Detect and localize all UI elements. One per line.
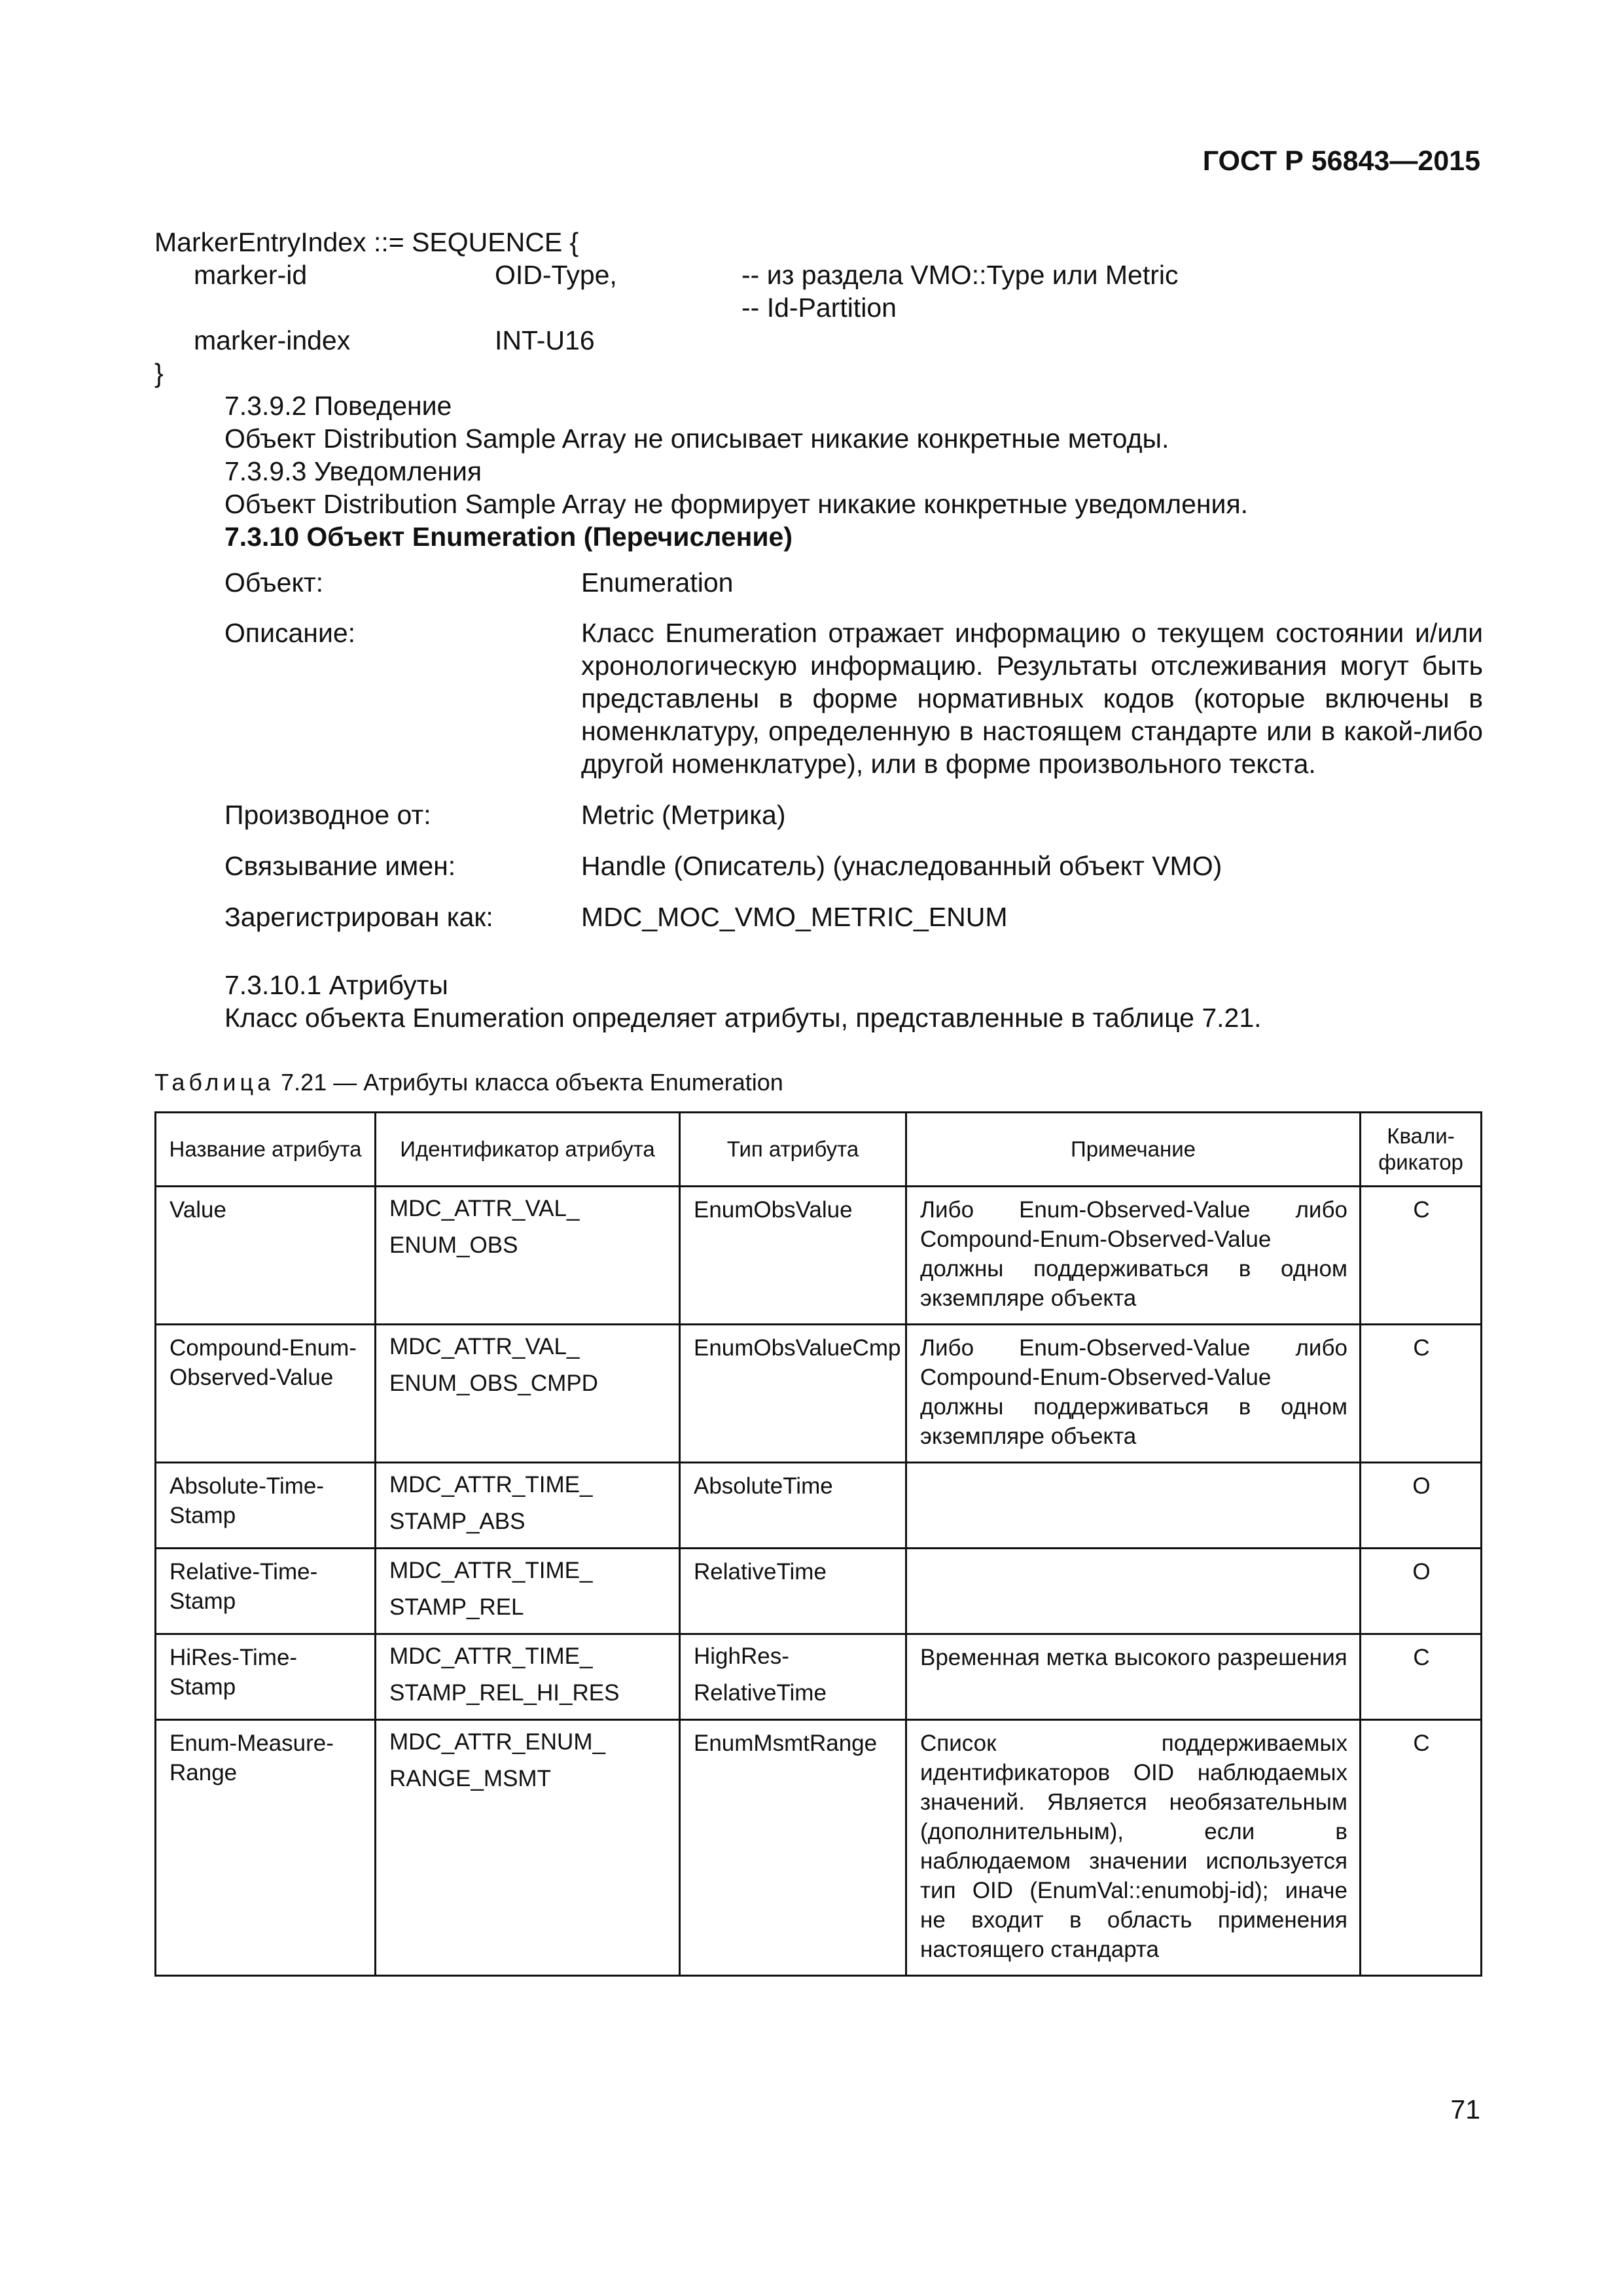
asn1-field-marker-id: marker-id	[194, 260, 308, 290]
section-7392-title: 7.3.9.2 Поведение	[224, 391, 452, 421]
table-row	[156, 1549, 1482, 1634]
cell-qualifier: C	[1361, 1325, 1482, 1463]
cell-note	[906, 1463, 1361, 1549]
asn1-type-marker-id: OID-Type,	[495, 260, 617, 290]
cell-attribute-id-line1: MDC_ATTR_TIME_	[389, 1643, 593, 1669]
asn1-comment-line2: -- Id-Partition	[741, 293, 897, 323]
cell-attribute-name: Absolute-Time-Stamp	[156, 1463, 376, 1549]
object-label: Объект:	[224, 567, 324, 598]
derived-value: Metric (Метрика)	[581, 800, 786, 830]
cell-attribute-id-line1: MDC_ATTR_TIME_	[389, 1558, 593, 1583]
cell-attribute-type: EnumObsValueCmp	[680, 1325, 906, 1463]
cell-attribute-id-line2: STAMP_REL	[389, 1594, 524, 1620]
cell-qualifier: C	[1361, 1720, 1482, 1976]
section-7392-text: Объект Distribution Sample Array не описывает никакие конкретные методы.	[224, 423, 1169, 454]
cell-attribute-id	[376, 1634, 680, 1720]
table-caption-prefix: Таблица	[154, 1069, 275, 1096]
cell-attribute-id-line2: STAMP_ABS	[389, 1509, 526, 1534]
cell-attribute-type: AbsoluteTime	[680, 1463, 906, 1549]
cell-attribute-name: Compound-Enum-Observed-Value	[156, 1325, 376, 1463]
derived-label: Производное от:	[224, 800, 431, 830]
cell-qualifier: O	[1361, 1549, 1482, 1634]
section-7310-title: 7.3.10 Объект Enumeration (Перечисление)	[224, 522, 793, 552]
cell-attribute-id	[376, 1187, 680, 1325]
cell-attribute-id-line2: ENUM_OBS	[389, 1232, 518, 1258]
cell-note: Временная метка высокого разрешения	[906, 1634, 1361, 1720]
asn1-type-marker-index: INT-U16	[495, 325, 595, 355]
cell-attribute-type: EnumMsmtRange	[680, 1720, 906, 1976]
description-value: Класс Enumeration отражает информацию о текущем состоянии и/или хронологическую информацию. Результаты отслеживания могут быть представлены в форме нормативных кодов (которые включены в номенклатуру, определенную в настоящем стандарте или в какой-либо другой номенклатуре), или в форме произвольного текста.	[581, 618, 1483, 779]
cell-attribute-id	[376, 1720, 680, 1976]
table-row	[156, 1463, 1482, 1549]
header-note: Примечание	[906, 1113, 1361, 1187]
cell-attribute-id-line1: MDC_ATTR_TIME_	[389, 1472, 593, 1498]
registered-value: MDC_MOC_VMO_METRIC_ENUM	[581, 902, 1008, 932]
document-standard-id: ГОСТ Р 56843—2015	[1202, 145, 1480, 177]
cell-attribute-id-line1: MDC_ATTR_VAL_	[389, 1196, 580, 1221]
cell-attribute-id	[376, 1325, 680, 1463]
attributes-text: Класс объекта Enumeration определяет атрибуты, представленные в таблице 7.21.	[224, 1003, 1262, 1033]
cell-qualifier: C	[1361, 1187, 1482, 1325]
header-qualifier: Квали-фикатор	[1361, 1113, 1482, 1187]
table-row	[156, 1634, 1482, 1720]
asn1-comment-line1: -- из раздела VMO::Type или Metric	[741, 260, 1179, 290]
table-row	[156, 1325, 1482, 1463]
cell-note	[906, 1549, 1361, 1634]
cell-note: Либо Enum-Observed-Value либо Compound-Enum-Observed-Value должны поддерживаться в одном экземпляре объекта	[906, 1187, 1361, 1325]
cell-attribute-id-line1: MDC_ATTR_VAL_	[389, 1334, 580, 1359]
registered-label: Зарегистрирован как:	[224, 902, 493, 932]
cell-attribute-name: HiRes-Time-Stamp	[156, 1634, 376, 1720]
asn1-field-marker-index: marker-index	[194, 325, 351, 355]
header-attribute-type: Тип атрибута	[680, 1113, 906, 1187]
cell-attribute-name: Value	[156, 1187, 376, 1325]
asn1-closing: }	[154, 358, 164, 388]
cell-attribute-name: Relative-Time-Stamp	[156, 1549, 376, 1634]
naming-value: Handle (Описатель) (унаследованный объект VMO)	[581, 851, 1222, 881]
asn1-opening: MarkerEntryIndex ::= SEQUENCE {	[154, 227, 579, 257]
table-caption-text: 7.21 — Атрибуты класса объекта Enumeration	[274, 1069, 783, 1096]
object-value: Enumeration	[581, 567, 734, 598]
cell-attribute-id-line2: RANGE_MSMT	[389, 1766, 551, 1791]
table-row	[156, 1720, 1482, 1976]
section-7393-text: Объект Distribution Sample Array не формирует никакие конкретные уведомления.	[224, 489, 1249, 519]
table-header-row	[156, 1113, 1482, 1187]
attributes-table	[154, 1111, 1482, 1977]
cell-attribute-type: RelativeTime	[680, 1549, 906, 1634]
cell-qualifier: O	[1361, 1463, 1482, 1549]
cell-note: Либо Enum-Observed-Value либо Compound-Enum-Observed-Value должны поддерживаться в одном экземпляре объекта	[906, 1325, 1361, 1463]
cell-attribute-id-line2: ENUM_OBS_CMPD	[389, 1371, 598, 1396]
cell-attribute-id-line2: STAMP_REL_HI_RES	[389, 1680, 620, 1706]
page-number: 71	[1450, 2094, 1480, 2125]
description-label: Описание:	[224, 618, 356, 648]
attributes-title: 7.3.10.1 Атрибуты	[224, 970, 448, 1000]
cell-note: Список поддерживаемых идентификаторов OID наблюдаемых значений. Является необязательным (дополнительным), если в наблюдаемом значении используется тип OID (EnumVal::enumobj-id); иначе не входит в область применения настоящего стандарта	[906, 1720, 1361, 1976]
cell-attribute-id	[376, 1549, 680, 1634]
table-row	[156, 1187, 1482, 1325]
cell-attribute-id-line1: MDC_ATTR_ENUM_	[389, 1729, 605, 1755]
table-caption	[154, 1068, 783, 1097]
cell-qualifier: C	[1361, 1634, 1482, 1720]
cell-attribute-type: HighRes-RelativeTime	[680, 1634, 906, 1720]
cell-attribute-name: Enum-Measure-Range	[156, 1720, 376, 1976]
header-attribute-id: Идентификатор атрибута	[376, 1113, 680, 1187]
cell-attribute-id	[376, 1463, 680, 1549]
section-7393-title: 7.3.9.3 Уведомления	[224, 456, 482, 486]
header-attribute-name: Название атрибута	[156, 1113, 376, 1187]
cell-attribute-type: EnumObsValue	[680, 1187, 906, 1325]
naming-label: Связывание имен:	[224, 851, 456, 881]
